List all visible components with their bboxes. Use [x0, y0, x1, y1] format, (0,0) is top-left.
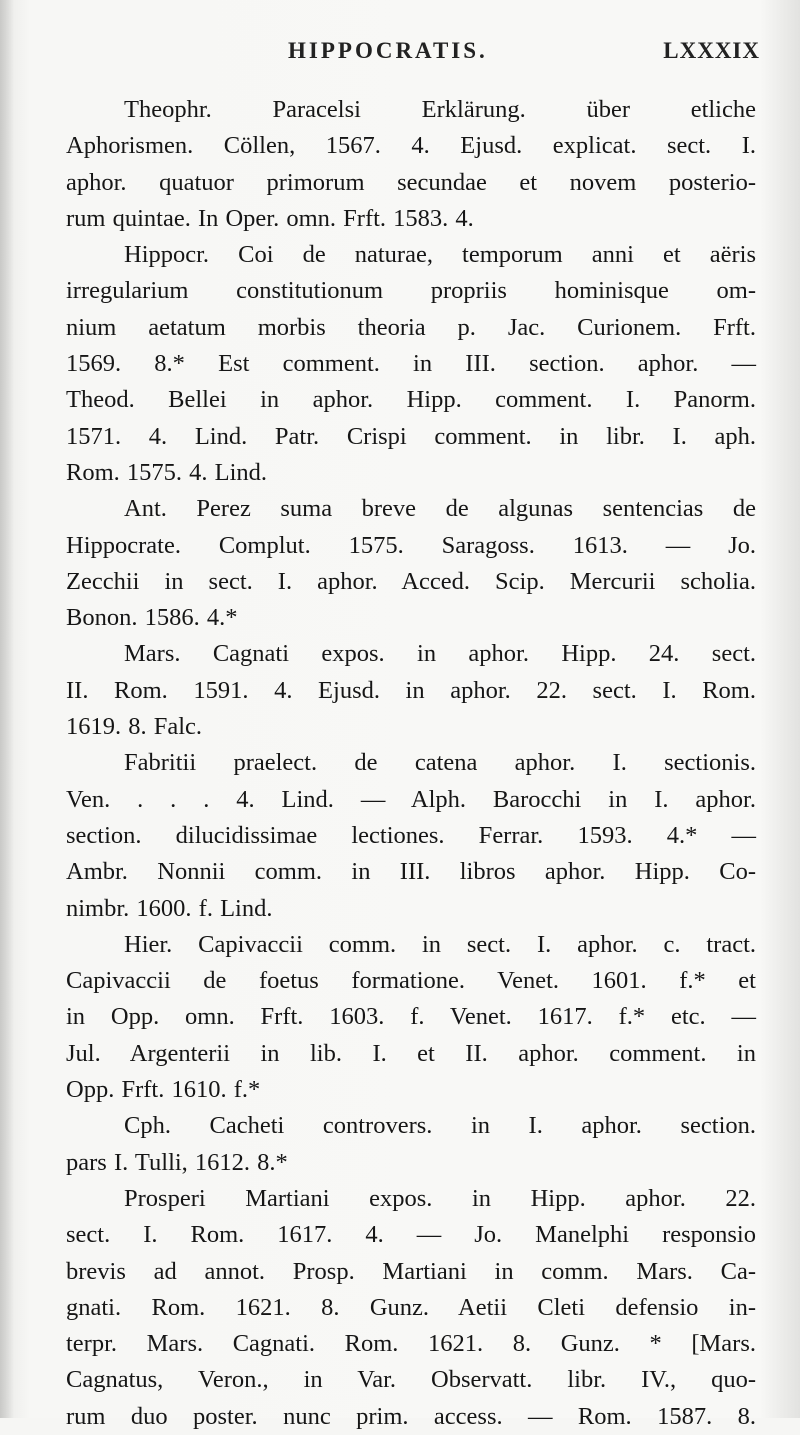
text-line: Ven. . . . 4. Lind. — Alph. Barocchi in I. aphor. [66, 785, 756, 813]
text-line: Zecchii in sect. I. aphor. Acced. Scip. Mercurii scholia. [66, 567, 756, 595]
running-title: HIPPOCRATIS. [288, 38, 488, 63]
text-line: Prosperi Martiani expos. in Hipp. aphor. 22. [124, 1184, 756, 1212]
text-line: in Opp. omn. Frft. 1603. f. Venet. 1617. f.* etc. — [66, 1003, 756, 1031]
text-line: Theophr. Paracelsi Erklärung. über etliche [124, 96, 756, 123]
text-line: Ambr. Nonnii comm. in III. libros aphor. Hipp. Co- [66, 858, 756, 886]
text-line: 1571. 4. Lind. Patr. Crispi comment. in libr. I. aph. [66, 422, 756, 450]
text-line: Opp. Frft. 1610. f.* [66, 1076, 261, 1104]
text-line: 1619. 8. Falc. [66, 713, 203, 741]
running-head [66, 38, 766, 70]
text-line: Mars. Cagnati expos. in aphor. Hipp. 24. sect. [124, 640, 756, 668]
page-number: LXXXIX [663, 38, 760, 63]
text-line: sect. I. Rom. 1617. 4. — Jo. Manelphi responsio [66, 1221, 756, 1249]
text-line: irregularium constitutionum propriis hominisque om- [66, 277, 756, 305]
text-line: gnati. Rom. 1621. 8. Gunz. Aetii Cleti defensio in- [66, 1293, 756, 1321]
text-line: Capivaccii de foetus formatione. Venet. 1601. f.* et [66, 967, 756, 995]
binding-shadow [0, 0, 14, 1418]
text-line: rum duo poster. nunc prim. access. — Rom. 1587. 8. [66, 1402, 756, 1430]
text-line: rum quintae. In Oper. omn. Frft. 1583. 4. [66, 204, 474, 232]
text-line: section. dilucidissimae lectiones. Ferrar. 1593. 4.* — [66, 821, 756, 849]
text-line: pars I. Tulli, 1612. 8.* [66, 1148, 288, 1176]
bibliography-text [66, 92, 756, 1435]
text-line: Ant. Perez suma breve de algunas sentencias de [124, 495, 756, 523]
text-line: Fabritii praelect. de catena aphor. I. sectionis. [124, 749, 756, 777]
text-line: Hippocrate. Complut. 1575. Saragoss. 1613. — Jo. [66, 531, 756, 559]
text-line: nium aetatum morbis theoria p. Jac. Curionem. Frft. [66, 313, 756, 341]
text-line: II. Rom. 1591. 4. Ejusd. in aphor. 22. sect. I. Rom. [66, 676, 756, 704]
text-line: Jul. Argenterii in lib. I. et II. aphor. comment. in [66, 1039, 756, 1067]
text-line: terpr. Mars. Cagnati. Rom. 1621. 8. Gunz. * [Mars. [66, 1330, 756, 1358]
text-line: 1569. 8.* Est comment. in III. section. aphor. — [66, 350, 756, 378]
text-line: Theod. Bellei in aphor. Hipp. comment. I. Panorm. [66, 386, 756, 414]
text-line: aphor. quatuor primorum secundae et novem posterio- [66, 168, 756, 196]
text-line: Cph. Cacheti controvers. in I. aphor. section. [124, 1112, 756, 1140]
text-line: Cagnatus, Veron., in Var. Observatt. libr. IV., quo- [66, 1366, 756, 1394]
text-line: Rom. 1575. 4. Lind. [66, 458, 268, 486]
text-line: Bonon. 1586. 4.* [66, 604, 238, 632]
text-line: Hier. Capivaccii comm. in sect. I. aphor. c. tract. [124, 930, 756, 958]
text-line: Hippocr. Coi de naturae, temporum anni et aëris [124, 241, 756, 269]
text-line: Aphorismen. Cöllen, 1567. 4. Ejusd. explicat. sect. I. [66, 132, 756, 160]
text-line: brevis ad annot. Prosp. Martiani in comm. Mars. Ca- [66, 1257, 756, 1285]
text-line: nimbr. 1600. f. Lind. [66, 894, 273, 922]
